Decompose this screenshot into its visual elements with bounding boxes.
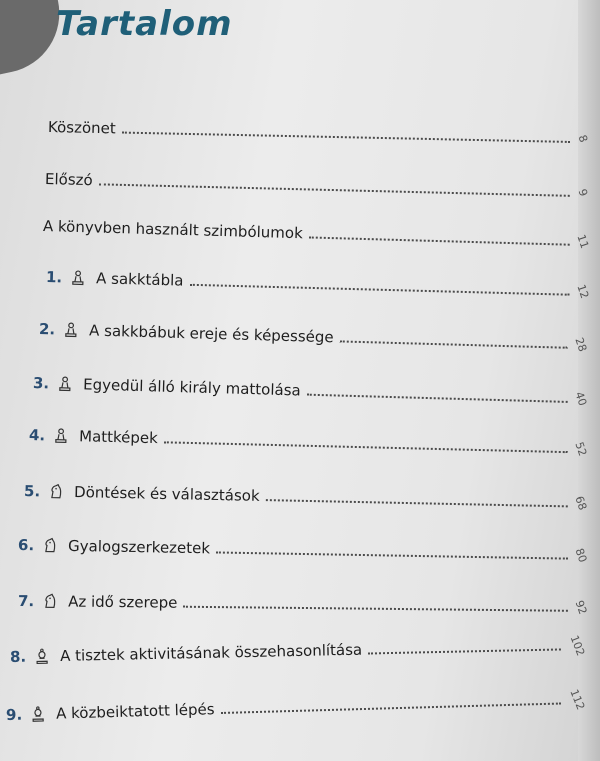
entry-title: Köszönet (47, 118, 116, 138)
dot-leader (122, 132, 570, 143)
knight-icon (42, 592, 58, 610)
entry-title: Mattképek (78, 427, 159, 448)
page-number: 12 (574, 282, 592, 300)
page-number: 68 (572, 493, 590, 512)
entry-title: Gyalogszerkezetek (67, 536, 211, 558)
toc-entry[interactable] (5, 686, 588, 724)
chapter-number: 3. (32, 374, 50, 393)
toc-entry[interactable] (24, 482, 588, 512)
toc-entry[interactable] (18, 592, 588, 616)
chapter-number: 8. (9, 647, 27, 666)
chapter-number: 7. (17, 592, 35, 611)
page-number: 80 (572, 546, 590, 564)
toc-entry[interactable] (39, 320, 588, 353)
page-number: 40 (572, 389, 590, 407)
pawn-icon (57, 375, 73, 393)
dot-leader (307, 394, 568, 403)
page-number: 28 (572, 335, 590, 353)
chapter-number: 1. (45, 268, 63, 287)
dot-leader (340, 340, 568, 348)
toc-entry[interactable] (46, 268, 590, 300)
bishop-icon (34, 647, 50, 665)
toc-entry[interactable] (43, 217, 590, 250)
toc-entry[interactable] (9, 632, 588, 666)
page-number: 9 (575, 186, 591, 198)
chapter-number: 6. (17, 536, 35, 555)
pawn-icon (53, 427, 69, 445)
entry-title: Egyedül álló király mattolása (82, 375, 301, 400)
chapter-number: 2. (38, 320, 56, 339)
page-number: 92 (572, 598, 590, 616)
dot-leader (309, 236, 570, 245)
dot-leader (189, 284, 569, 296)
toc-entry[interactable] (45, 170, 590, 201)
entry-title: Előszó (44, 170, 93, 190)
chapter-number: 4. (28, 426, 46, 445)
entry-title: A közbeiktatott lépés (55, 700, 215, 723)
dot-leader (266, 499, 568, 507)
dot-leader (164, 441, 568, 453)
pawn-icon (63, 321, 79, 339)
toc-entry[interactable] (18, 536, 588, 564)
toc-entry[interactable] (48, 118, 590, 147)
bishop-icon (30, 705, 46, 723)
page-number: 102 (567, 632, 588, 658)
dot-leader (183, 606, 568, 612)
entry-title: Döntések és választások (73, 483, 260, 505)
page-title: Tartalom (56, 4, 233, 44)
toc-entry[interactable] (33, 374, 588, 407)
page-number: 112 (567, 686, 588, 712)
entry-title: Az idő szerepe (68, 592, 178, 612)
dot-leader (99, 183, 570, 197)
page-number: 11 (574, 232, 592, 250)
dot-leader (221, 703, 561, 715)
chapter-number: 9. (5, 705, 23, 724)
dot-leader (368, 648, 561, 654)
entry-title: A sakkbábuk ereje és képessége (88, 321, 334, 347)
entry-title: A könyvben használt szimbólumok (42, 217, 304, 243)
page-number: 52 (572, 439, 590, 458)
dot-leader (216, 551, 568, 559)
page-number: 8 (575, 132, 591, 144)
knight-icon (42, 536, 58, 554)
entry-title: A tisztek aktivitásának összehasonlítása (59, 640, 363, 665)
toc-entry[interactable] (29, 426, 588, 458)
chapter-number: 5. (23, 482, 41, 501)
entry-title: A sakktábla (95, 269, 184, 290)
pawn-icon (70, 269, 86, 287)
knight-icon (48, 483, 64, 501)
